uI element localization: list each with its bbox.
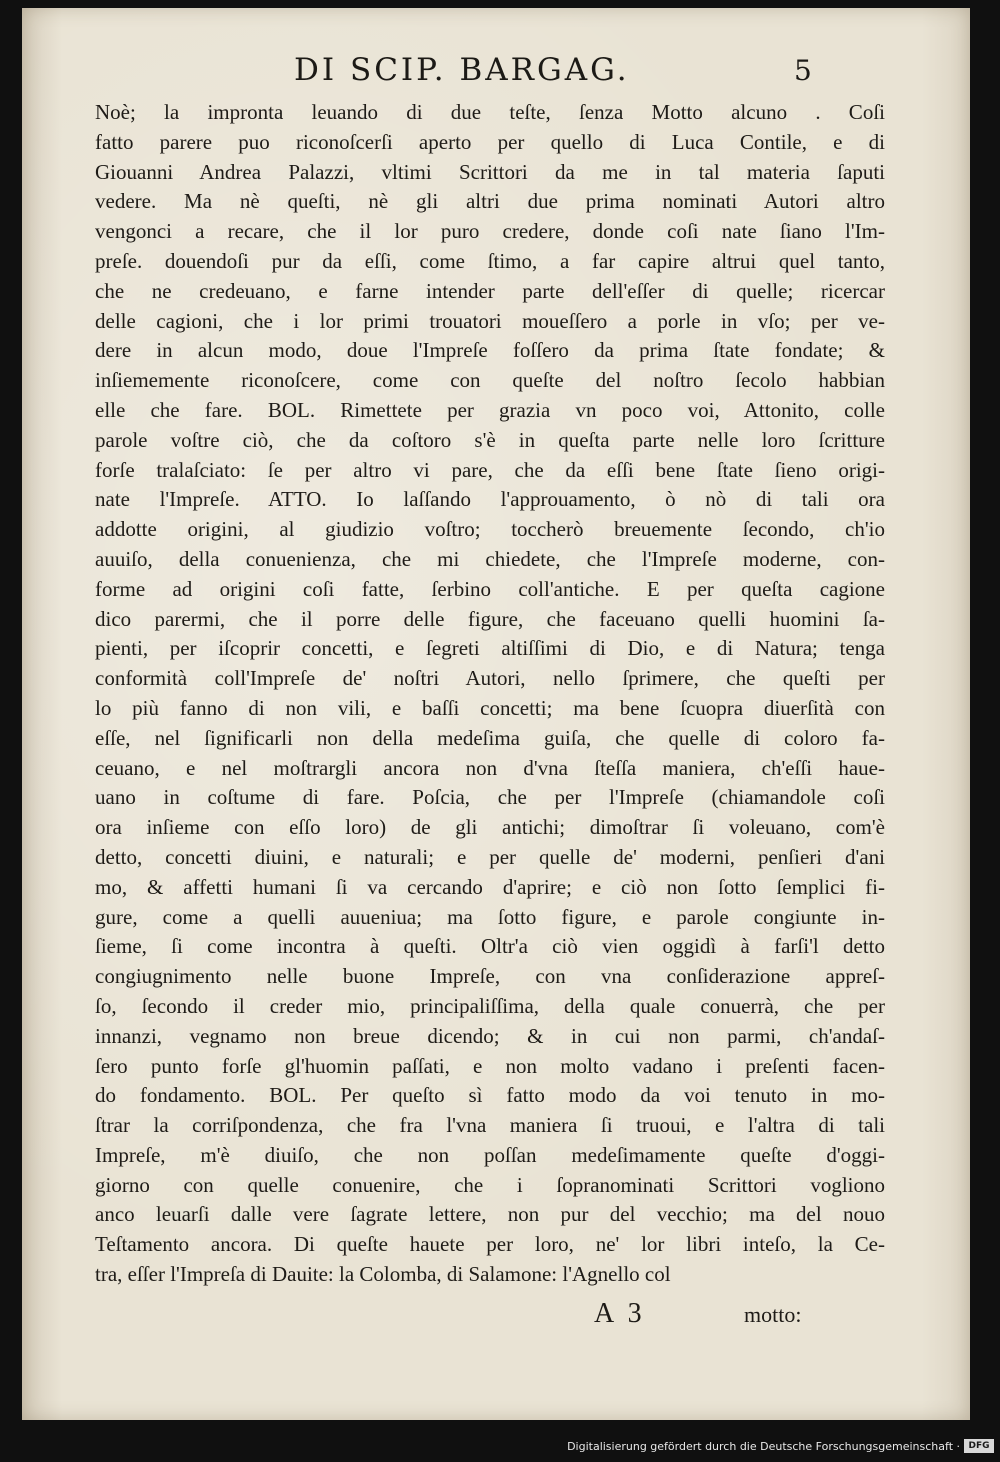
text-line: che ne credeuano, e farne intender parte dell'eſſer di quelle; ricercar xyxy=(95,278,885,303)
text-line: ſero punto forſe gl'huomin paſſati, e non molto vadano i preſenti facen- xyxy=(95,1053,885,1078)
text-line: gure, come a quelli auueniua; ma ſotto figure, e parole congiunte in- xyxy=(95,904,885,929)
text-line: delle cagioni, che i lor primi trouatori moueſſero a porle in vſo; per ve- xyxy=(95,308,885,333)
text-line: dere in alcun modo, doue l'Impreſe foſſero da prima ſtate fondate; & xyxy=(95,338,885,363)
text-line: detto, concetti diuini, e naturali; e per quelle de' moderni, penſieri d'ani xyxy=(95,844,885,869)
text-line: eſſe, nel ſignificarli non della medeſima guiſa, che quelle di coloro fa- xyxy=(95,725,885,750)
text-line: dico parermi, che il porre delle figure, che faceuano quelli huomini ſa- xyxy=(95,606,885,631)
text-line: uano in coſtume di fare. Poſcia, che per l'Impreſe (chiamandole coſi xyxy=(95,785,885,810)
catchword: motto: xyxy=(744,1302,802,1327)
text-line: congiugnimento nelle buone Impreſe, con vna conſiderazione appreſ- xyxy=(95,964,885,989)
text-line: Giouanni Andrea Palazzi, vltimi Scrittori da me in tal materia ſaputi xyxy=(95,159,885,184)
text-line: vengonci a recare, che il lor puro credere, donde coſi nate ſiano l'Im- xyxy=(95,219,885,244)
text-line: ſieme, ſi come incontra à queſti. Oltr'a ciò vien oggidì à farſi'l detto xyxy=(95,934,885,959)
text-line: conformità coll'Impreſe de' noſtri Autori, nello ſprimere, che queſti per xyxy=(95,666,885,691)
text-line: pienti, per iſcoprir concetti, e ſegreti altiſſimi di Dio, e di Natura; tenga xyxy=(95,636,885,661)
text-line: auuiſo, della conuenienza, che mi chiedete, che l'Impreſe moderne, con- xyxy=(95,546,885,571)
signature-mark: A 3 xyxy=(594,1298,646,1329)
text-line: tra, eſſer l'Impreſa di Dauite: la Colomba, di Salamone: l'Agnello col xyxy=(95,1262,671,1287)
text-line: fatto parere puo riconoſcerſi aperto per quello di Luca Contile, e di xyxy=(95,129,885,154)
text-line: vedere. Ma nè queſti, nè gli altri due prima nominati Autori altro xyxy=(95,189,885,214)
text-line: forſe tralaſciato: ſe per altro vi pare, che da eſſi bene ſtate ſieno origi- xyxy=(95,457,885,482)
text-line: mo, & affetti humani ſi va cercando d'aprire; e ciò non ſotto ſemplici fi- xyxy=(95,874,885,899)
text-line: parole voſtre ciò, che da coſtoro s'è in queſta parte nelle loro ſcritture xyxy=(95,427,885,452)
text-line: Noè; la impronta leuando di due teſte, ſenza Motto alcuno . Coſi xyxy=(95,100,885,124)
text-line: elle che fare. BOL. Rimettete per grazia vn poco voi, Attonito, colle xyxy=(95,397,885,422)
text-line: addotte origini, al giudizio voſtro; toccherò breuemente ſecondo, ch'io xyxy=(95,517,885,542)
body-text xyxy=(95,98,885,1290)
text-line: ſo, ſecondo il creder mio, principaliſſima, della quale conuerrà, che per xyxy=(95,993,885,1018)
text-line: ora inſieme con eſſo loro) de gli antichi; dimoſtrar ſi voleuano, com'è xyxy=(95,815,885,840)
digitization-notice: Digitalisierung gefördert durch die Deutsche Forschungsgemeinschaft · xyxy=(567,1440,960,1453)
page-number: 5 xyxy=(794,54,812,87)
dfg-logo: DFG xyxy=(964,1439,994,1453)
text-line: anco leuarſi dalle vere ſagrate lettere, non pur del vecchio; ma del nouo xyxy=(95,1202,885,1227)
text-line: giorno con quelle conuenire, che i ſopranominati Scrittori vogliono xyxy=(95,1172,885,1197)
text-line: lo più fanno di non vili, e baſſi concetti; ma bene ſcuopra diuerſità con xyxy=(95,695,885,720)
text-line: Impreſe, m'è diuiſo, che non poſſan medeſimamente queſte d'oggi- xyxy=(95,1142,885,1167)
text-line: do fondamento. BOL. Per queſto sì fatto modo da voi tenuto in mo- xyxy=(95,1083,885,1108)
text-line: ceuano, e nel moſtrargli ancora non d'vna ſteſſa maniera, ch'eſſi haue- xyxy=(95,755,885,780)
text-line: ſtrar la corriſpondenza, che fra l'vna maniera ſi truoui, e l'altra di tali xyxy=(95,1113,885,1138)
text-line: nate l'Impreſe. ATTO. Io laſſando l'approuamento, ò nò di tali ora xyxy=(95,487,885,512)
text-line: inſiememente riconoſcere, come con queſte del noſtro ſecolo habbian xyxy=(95,368,885,393)
running-head: DI SCIP. BARGAG. xyxy=(294,52,630,88)
text-line: innanzi, vegnamo non breue dicendo; & in cui non parmi, ch'andaſ- xyxy=(95,1023,885,1048)
text-line: Teſtamento ancora. Di queſte hauete per loro, ne' lor libri inteſo, la Ce- xyxy=(95,1232,885,1257)
text-line: forme ad origini coſi fatte, ſerbino coll'antiche. E per queſta cagione xyxy=(95,576,885,601)
page-footer xyxy=(22,1298,970,1338)
text-line: preſe. douendoſi pur da eſſi, come ſtimo, a far capire altrui quel tanto, xyxy=(95,248,885,273)
page-header xyxy=(22,52,970,92)
book-page xyxy=(22,8,970,1420)
